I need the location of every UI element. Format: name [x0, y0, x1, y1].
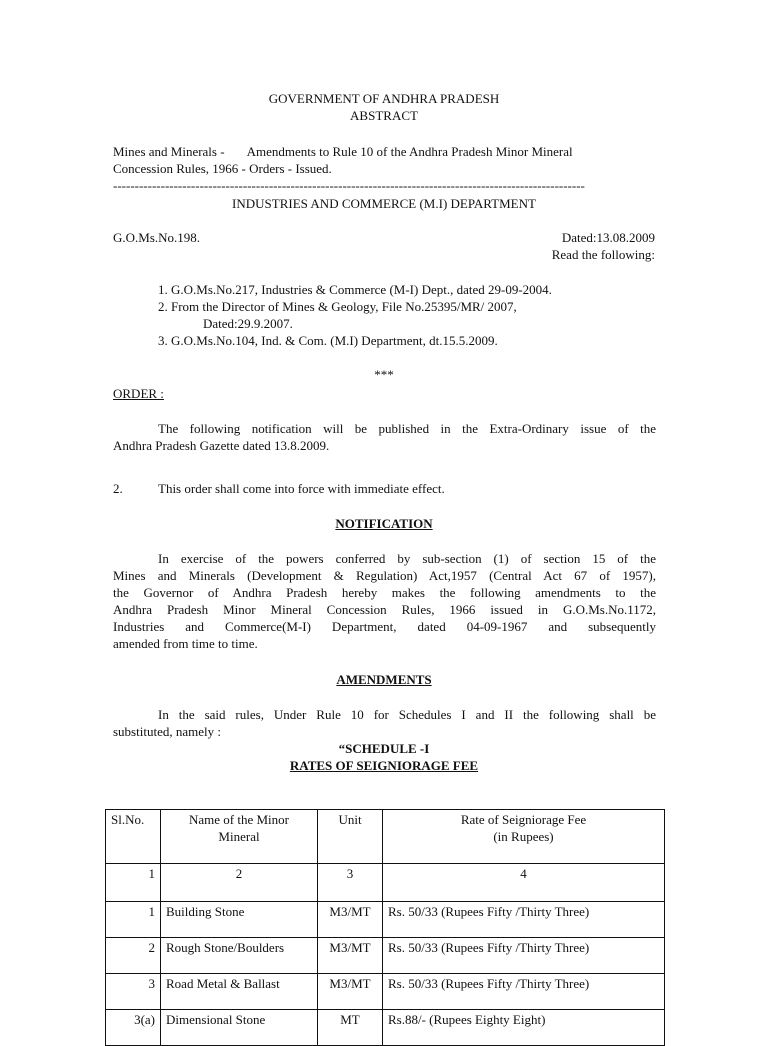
cell-rate: Rs. 50/33 (Rupees Fifty /Thirty Three) [383, 902, 665, 938]
table-row [106, 974, 665, 1010]
header-rate: Rate of Seigniorage Fee (in Rupees) [383, 810, 665, 864]
order-para-line-2: Andhra Pradesh Gazette dated 13.8.2009. [113, 438, 330, 453]
notification-heading: NOTIFICATION [335, 516, 433, 531]
column-number: 3 [318, 864, 383, 902]
cell-unit: M3/MT [318, 938, 383, 974]
amendments-heading: AMENDMENTS [336, 672, 432, 687]
notification-line-6: amended from time to time. [113, 636, 258, 651]
table-row [106, 938, 665, 974]
cell-slno: 1 [106, 902, 161, 938]
table-row [106, 1010, 665, 1046]
notification-line-4: Andhra Pradesh Minor Mineral Concession Rules, 1966 issued in G.O.Ms.No.1172, [113, 602, 656, 617]
notification-line-2: Mines and Minerals (Development & Regulation) Act,1957 (Central Act 67 of 1957), [113, 568, 656, 583]
subject-line-2: Concession Rules, 1966 - Orders - Issued. [113, 161, 332, 176]
notification-line-3: the Governor of Andhra Pradesh hereby makes the following amendments to the [113, 585, 656, 600]
go-date: Dated:13.08.2009 [561, 230, 655, 245]
cell-unit: M3/MT [318, 974, 383, 1010]
cell-mineral-name: Rough Stone/Boulders [161, 938, 318, 974]
column-number: 4 [383, 864, 665, 902]
stars-separator: *** [374, 367, 394, 382]
notification-line-5: Industries and Commerce(M-I) Department, dated 04-09-1967 and subsequently [113, 619, 656, 634]
amendments-line-2: substituted, namely : [113, 724, 221, 739]
cell-rate: Rs. 50/33 (Rupees Fifty /Thirty Three) [383, 974, 665, 1010]
order-heading: ORDER : [113, 386, 164, 401]
table-row [106, 902, 665, 938]
cell-rate: Rs. 50/33 (Rupees Fifty /Thirty Three) [383, 938, 665, 974]
column-number: 2 [161, 864, 318, 902]
department-title: INDUSTRIES AND COMMERCE (M.I) DEPARTMENT [232, 196, 536, 211]
amendments-line-1: In the said rules, Under Rule 10 for Schedules I and II the following shall be [158, 707, 656, 722]
cell-rate: Rs.88/- (Rupees Eighty Eight) [383, 1010, 665, 1046]
header-unit: Unit [318, 810, 383, 864]
header-slno: Sl.No. [106, 810, 161, 864]
cell-mineral-name: Dimensional Stone [161, 1010, 318, 1046]
order-item-2-number: 2. [113, 481, 123, 496]
reference-2: 2. From the Director of Mines & Geology, File No.25395/MR/ 2007, [158, 299, 517, 314]
subject-text: Amendments to Rule 10 of the Andhra Pradesh Minor Mineral [246, 144, 573, 159]
cell-mineral-name: Road Metal & Ballast [161, 974, 318, 1010]
table-column-number-row [106, 864, 665, 902]
cell-slno: 3 [106, 974, 161, 1010]
order-item-2-text: This order shall come into force with immediate effect. [158, 481, 445, 496]
go-number: G.O.Ms.No.198. [113, 230, 201, 245]
cell-mineral-name: Building Stone [161, 902, 318, 938]
cell-slno: 2 [106, 938, 161, 974]
government-title: GOVERNMENT OF ANDHRA PRADESH [268, 91, 500, 106]
reference-3: 3. G.O.Ms.No.104, Ind. & Com. (M.I) Department, dt.15.5.2009. [158, 333, 498, 348]
notification-line-1: In exercise of the powers conferred by sub-section (1) of section 15 of the [158, 551, 656, 566]
schedule-subtitle: RATES OF SEIGNIORAGE FEE [289, 758, 479, 773]
reference-2-date: Dated:29.9.2007. [203, 316, 293, 331]
header-mineral-name: Name of the Minor Mineral [161, 810, 318, 864]
schedule-title: “SCHEDULE -I [338, 741, 430, 756]
table-header-row [106, 810, 665, 864]
column-number: 1 [106, 864, 161, 902]
read-following: Read the following: [551, 247, 655, 262]
subject-line-1 [113, 143, 656, 160]
reference-1: 1. G.O.Ms.No.217, Industries & Commerce (M-I) Dept., dated 29-09-2004. [158, 282, 552, 297]
subject-prefix: Mines and Minerals - [113, 144, 225, 159]
cell-unit: M3/MT [318, 902, 383, 938]
cell-slno: 3(a) [106, 1010, 161, 1046]
seigniorage-fee-table [105, 809, 665, 1046]
abstract-title: ABSTRACT [350, 108, 418, 123]
order-para-line-1: The following notification will be published in the Extra-Ordinary issue of the [158, 421, 656, 436]
separator-line: ------------------------------------------------------------------------------------------------------------- [113, 178, 585, 193]
cell-unit: MT [318, 1010, 383, 1046]
